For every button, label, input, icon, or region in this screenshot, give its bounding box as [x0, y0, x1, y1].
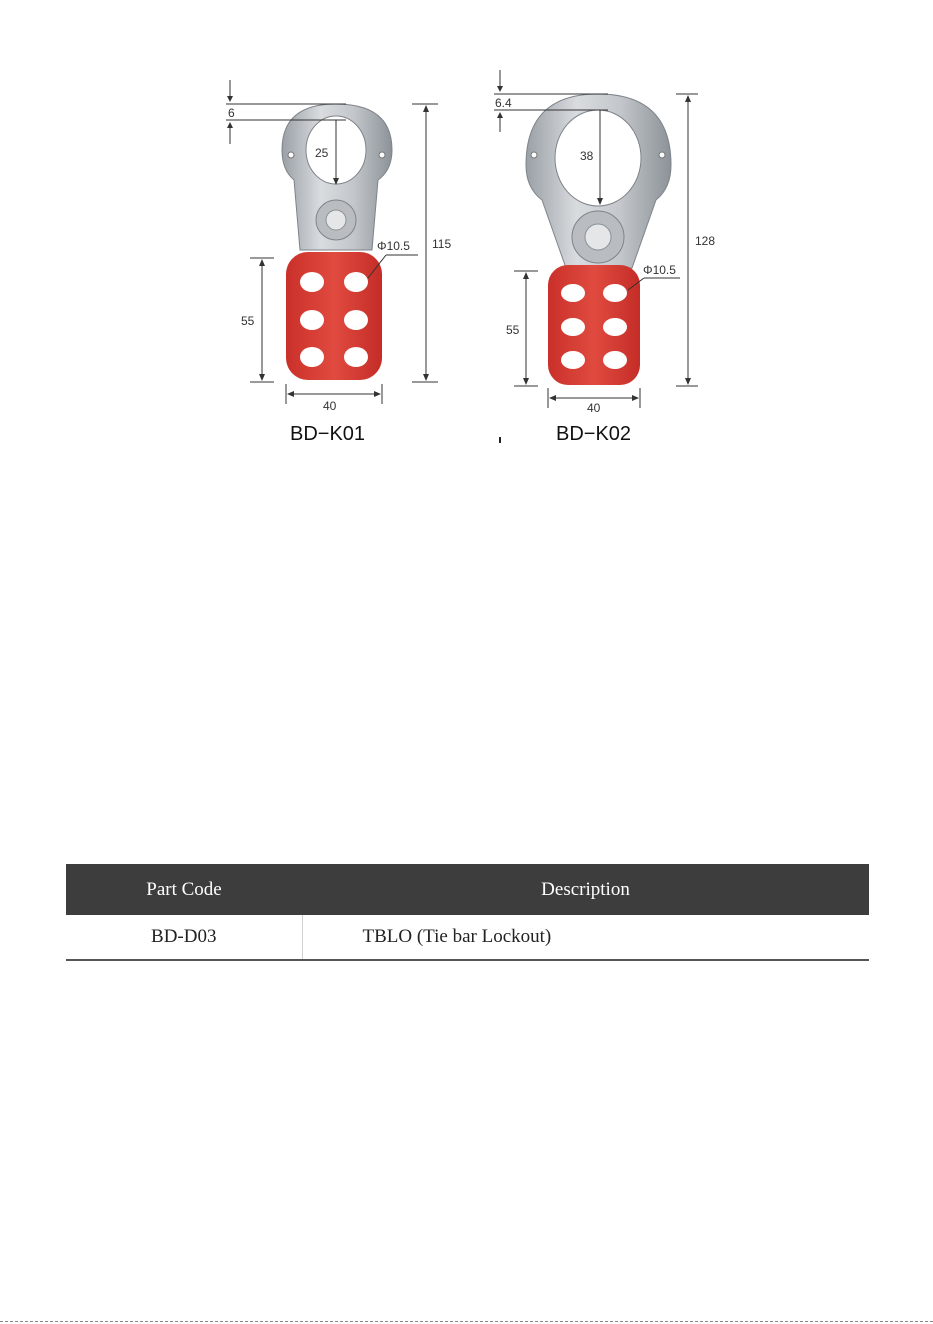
dim-k01-total-height: 115: [432, 237, 452, 251]
hasp-k01-rivet-left: [288, 152, 294, 158]
model-label-k02: BD−K02: [556, 423, 632, 445]
dim-k02-height-arrowhead-top: [685, 95, 691, 102]
dim-k02-plate-arrowhead-bottom: [523, 378, 529, 385]
hasp-k01-hole: [300, 347, 324, 367]
dim-k02-plate-height: 55: [506, 323, 520, 337]
dim-k01-plate-height: 55: [241, 314, 255, 328]
dim-k01-plate-arrowhead-top: [259, 259, 265, 266]
hasp-k01-hole: [344, 347, 368, 367]
dim-k02-width-arrowhead-right: [632, 395, 639, 401]
cell-description: TBLO (Tie bar Lockout): [302, 915, 869, 960]
dim-k02-height-arrowhead-bottom: [685, 378, 691, 385]
dim-k01-plate-arrowhead-bottom: [259, 374, 265, 381]
dim-k02-thickness-arrowhead-bottom: [497, 112, 503, 118]
part-code-table: [66, 864, 869, 961]
hasp-k01-hole: [300, 272, 324, 292]
hasp-k01-hole: [300, 310, 324, 330]
table-row: [66, 915, 869, 960]
hasp-k01-red-plate: [286, 252, 382, 380]
hasp-k01-hole: [344, 310, 368, 330]
table-header-row: [66, 864, 869, 915]
dim-k01-width: 40: [323, 399, 337, 413]
dim-k02-width-arrowhead-left: [549, 395, 556, 401]
hasp-k02-hole: [603, 351, 627, 369]
hasp-k01-hole: [344, 272, 368, 292]
hasp-k02-pivot-center: [585, 224, 611, 250]
hasp-k02-hole: [603, 284, 627, 302]
dim-k02-total-height: 128: [695, 234, 716, 248]
dim-k02-thickness: 6.4: [495, 96, 512, 110]
hasp-k01-pivot-center: [326, 210, 346, 230]
hasp-k02-hole: [603, 318, 627, 336]
dim-k01-width-arrowhead-right: [374, 391, 381, 397]
hasp-k02-rivet-right: [659, 152, 665, 158]
dim-k01-hole: Φ10.5: [377, 239, 410, 253]
hasp-k02-hole: [561, 351, 585, 369]
dim-k01-height-arrowhead-top: [423, 105, 429, 112]
hasp-k01-rivet-right: [379, 152, 385, 158]
dim-k01-thickness: 6: [228, 106, 235, 120]
dim-k02-thickness-arrowhead-top: [497, 86, 503, 92]
hasp-bd-k02: [494, 70, 715, 445]
hasp-k02-shackle-opening: [555, 110, 641, 206]
dim-k01-shackle: 25: [315, 146, 329, 160]
header-description: Description: [302, 864, 869, 915]
dim-k01-thickness-arrowhead-bottom: [227, 122, 233, 128]
hasp-bd-k01: [226, 80, 451, 445]
dim-k02-width: 40: [587, 401, 601, 415]
dim-k02-hole: Φ10.5: [643, 263, 676, 277]
hasp-k02-hole: [561, 284, 585, 302]
dim-k01-width-arrowhead-left: [287, 391, 294, 397]
dim-k02-plate-arrowhead-top: [523, 272, 529, 279]
product-figure: [0, 0, 933, 460]
header-part-code: Part Code: [66, 864, 302, 915]
dim-k02-shackle: 38: [580, 149, 594, 163]
hasp-drawing: [0, 0, 933, 460]
page-bottom-rule: [0, 1321, 933, 1322]
model-label-k01: BD−K01: [290, 423, 366, 445]
dim-k01-height-arrowhead-bottom: [423, 374, 429, 381]
hasp-k02-rivet-left: [531, 152, 537, 158]
dim-k01-thickness-arrowhead-top: [227, 96, 233, 102]
cell-part-code: BD-D03: [66, 915, 302, 960]
hasp-k02-hole: [561, 318, 585, 336]
